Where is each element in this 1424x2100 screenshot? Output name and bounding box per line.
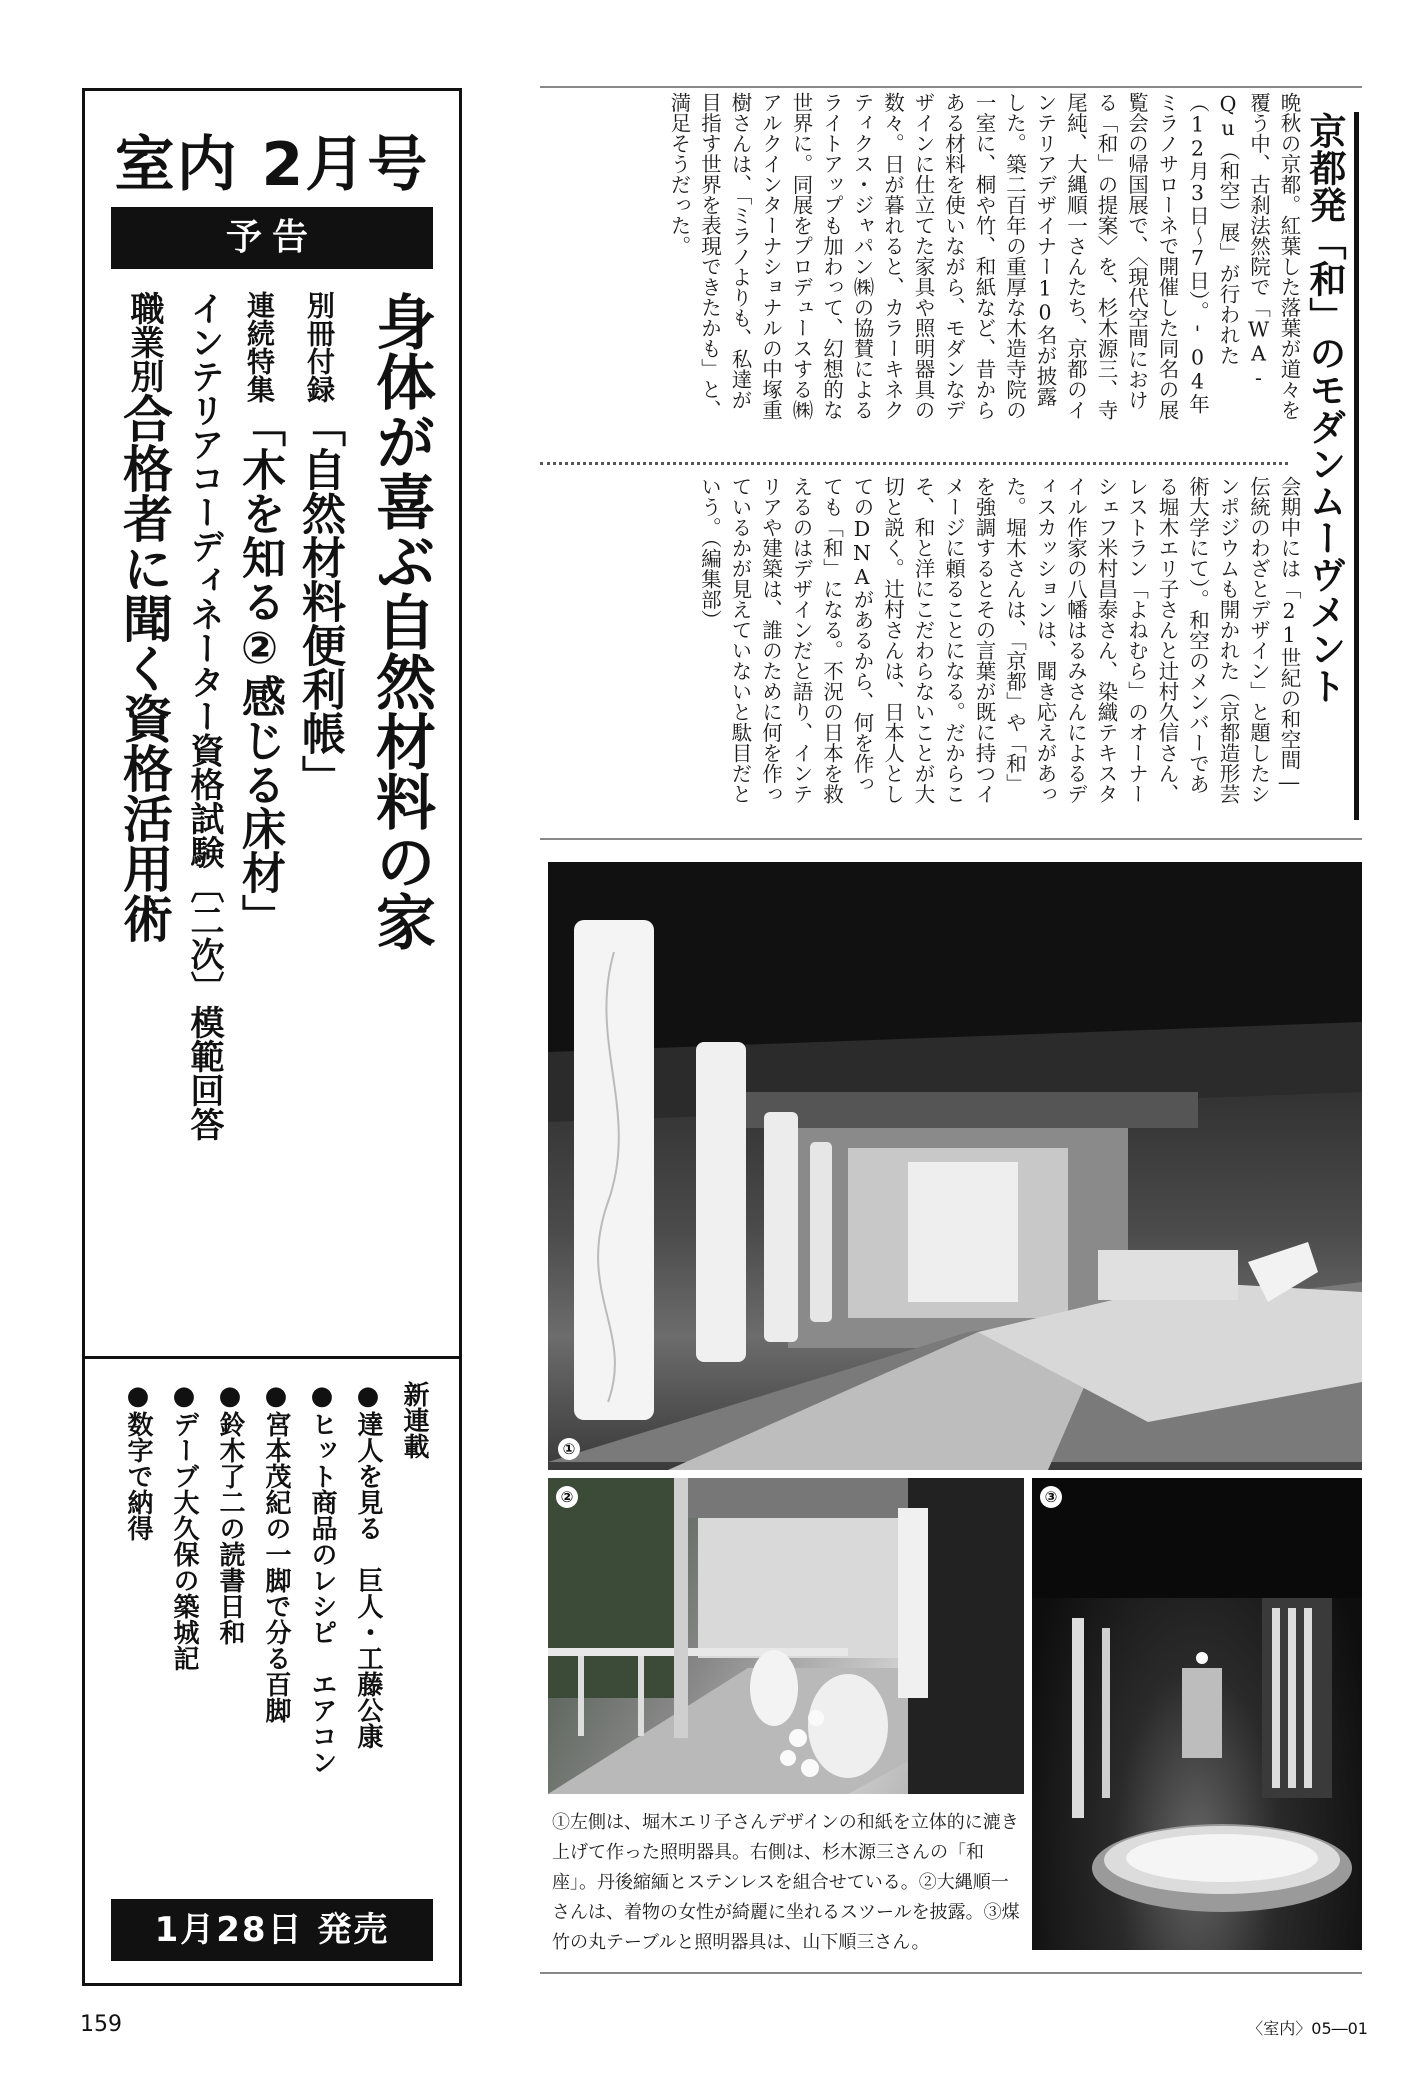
ad-supplement — [291, 291, 347, 1391]
headline-bar — [1354, 112, 1359, 820]
photo-number-1: ① — [558, 1438, 580, 1460]
ad-supplement-label: 別冊付録 — [303, 291, 336, 403]
new-series-item: ●鈴木了二の読書日和 — [215, 1381, 245, 1645]
new-series-item: ●達人を見る 巨人・工藤公康 — [353, 1381, 383, 1749]
photo-number-2: ② — [556, 1486, 578, 1508]
new-series-item: ●数字で納得 — [123, 1381, 153, 1541]
article-body-upper: 晩秋の京都。紅葉した落葉が道々を覆う中、古刹法然院で「WA-Qu（和空）展」が行われた（12月3日〜7日）。'04年ミラノサローネで開催した同名の展覧会の帰国展で、〈現代空間における「和」の提案〉を、杉木源三、寺尾純、大縄順一さんたち、京都のインテリアデザイナー10名が披露した。築二百年の重厚な木造寺院の一室に、桐や竹、和紙など、昔からある材料を使いながら、モダンなデザインに仕立てた家具や照明器具の数々。日が暮れると、カラーキネクティクス・ジャパン㈱の協賛によるライトアップも加わって、幻想的な世界に。同展をプロデュースする㈱アルクインターナショナルの中塚重樹さんは、「ミラノよりも、私達が目指す世界を表現できたかも」と、満足そうだった。 — [667, 92, 1301, 420]
article-headline: 京都発「和」のモダンムーヴメント — [1303, 112, 1346, 704]
ad-series — [231, 291, 287, 1391]
new-series-heading: 新連載 — [399, 1381, 429, 1459]
ad-series-label: 連続特集 — [243, 291, 276, 403]
veranda-illustration — [548, 1478, 1024, 1794]
temple-interior-illustration — [548, 862, 1362, 1470]
photo-caption: ①左側は、堀木エリ子さんデザインの和紙を立体的に漉き上げて作った照明器具。右側は、杉木源三さんの「和座」。丹後縮緬とステンレスを組合せている。②大縄順一さんは、着物の女性が綺麗に坐れるスツールを披露。③煤竹の丸テーブルと照明器具は、山下順三さん。 — [552, 1812, 1020, 1953]
article-body-lower: 会期中には「21世紀の和空間―伝統のわざとデザイン」と題したシンポジウムも開かれた（京都造形芸術大学にて）。和空のメンバーである堀木エリ子さんと辻村久信さん、レストラン「よねむら」のオーナーシェフ米村昌泰さん、染織テキスタイル作家の八幡はるみさんによるディスカッションは、聞き応えがあった。堀木さんは、「京都」や「和」を強調するとその言葉が既に持つイメージに頼ることになる。だからこそ、和と洋にこだわらないことが大切と説く。辻村さんは、日本人としてのDNAがあるから、何を作っても「和」になる。不況の日本を救えるのはデザインだと語り、インテリアや建築は、誰のために何を作っているかが見えていないと駄目だという。（編集部） — [697, 476, 1301, 804]
ad-title: 室内 2月号 — [114, 130, 430, 200]
page-number: 159 — [80, 2012, 122, 2037]
release-date-banner: 1月28日 発売 — [111, 1899, 433, 1961]
new-series-item: ●デーブ大久保の築城記 — [169, 1381, 199, 1671]
photo-temple-interior — [548, 862, 1362, 1470]
round-table-illustration — [1032, 1478, 1362, 1950]
issue-label: 〈室内〉05―01 — [1247, 2019, 1368, 2038]
ad-career-label: 職業別 — [124, 291, 164, 393]
middle-rule — [540, 838, 1362, 840]
ad-exam: インテリアコーディネーター資格試験〔二次〕模範回答 — [184, 291, 224, 1141]
top-rule — [540, 86, 1362, 88]
new-series-item: ●宮本茂紀の一脚で分る百脚 — [261, 1381, 291, 1723]
photo-number-3: ③ — [1040, 1486, 1062, 1508]
issue-preview-ad — [82, 88, 462, 1986]
new-series-item: ●ヒット商品のレシピ エアコン — [307, 1381, 337, 1775]
ad-divider — [85, 1356, 459, 1359]
ad-banner: 予告 — [111, 207, 433, 269]
ad-career-title: 合格者に聞く資格活用術 — [115, 393, 173, 943]
dotted-divider — [540, 462, 1288, 465]
ad-supplement-title: 「自然材料便利帳」 — [294, 403, 345, 799]
photo-round-table — [1032, 1478, 1362, 1950]
photo-veranda-stools — [548, 1478, 1024, 1794]
ad-career — [113, 291, 175, 1391]
bottom-rule — [540, 1972, 1362, 1974]
ad-feature-main: 身体が喜ぶ自然材料の家 — [366, 291, 436, 951]
ad-series-title: 「木を知る②感じる床材」 — [234, 403, 285, 938]
